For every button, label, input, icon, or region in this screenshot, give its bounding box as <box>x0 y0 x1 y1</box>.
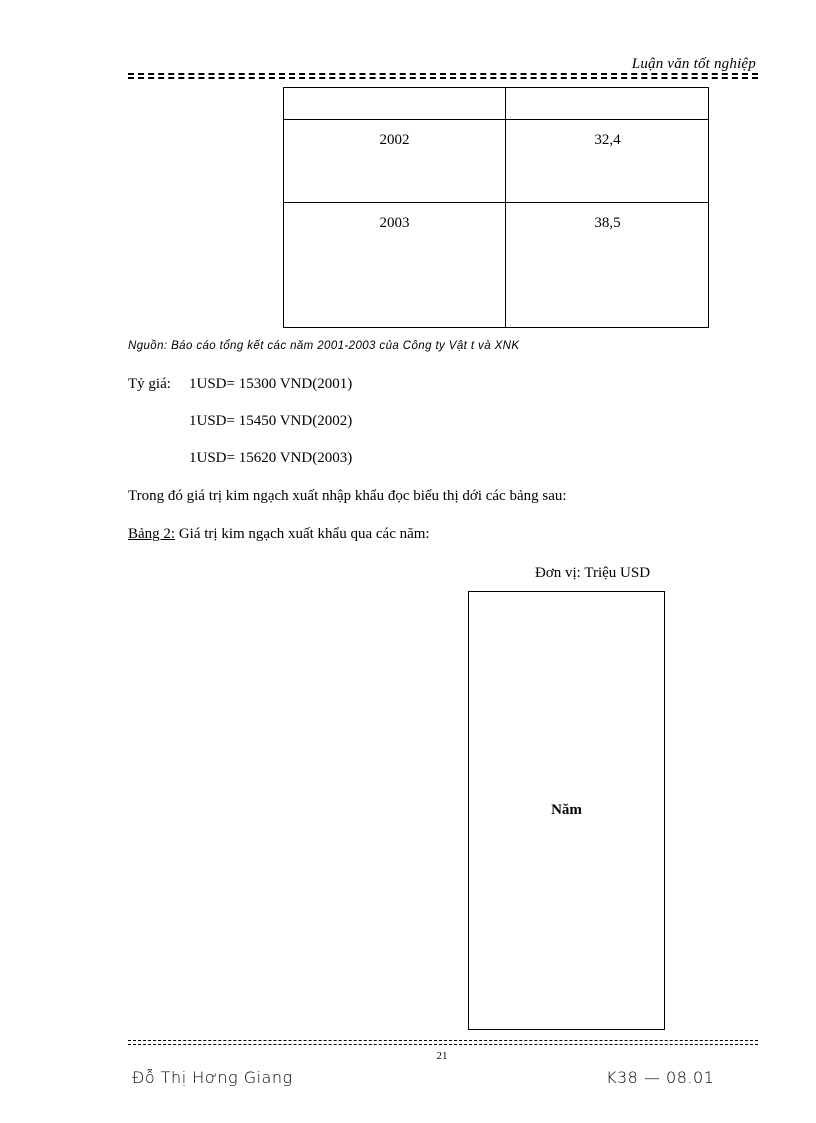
table-cell-value: 38,5 <box>594 215 621 231</box>
body-paragraph: Trong đó giá trị kim ngạch xuất nhập khẩu đọc biểu thị dới các bảng sau: <box>128 488 567 504</box>
footer-divider-second <box>128 1044 758 1045</box>
table-cell-value: 32,4 <box>594 132 621 148</box>
table-row-divider <box>284 119 708 120</box>
table-caption-text: Giá trị kim ngạch xuất khẩu qua các năm: <box>175 526 430 542</box>
source-note: Nguồn: Báo cáo tổng kết các năm 2001-2003 của Công ty Vật t và XNK <box>128 340 520 352</box>
exchange-rate-line: 1USD= 15300 VND(2001) <box>189 376 353 392</box>
footer-author: Đỗ Thị Hơng Giang <box>132 1068 293 1087</box>
exchange-rate-line: 1USD= 15620 VND(2003) <box>189 450 353 466</box>
table-cell-year: 2002 <box>379 132 410 148</box>
unit-label: Đơn vị: Triệu USD <box>535 565 651 581</box>
page-number: 21 <box>436 1050 448 1062</box>
table-header-year: Năm <box>551 802 582 818</box>
export-table <box>468 591 665 1030</box>
header-divider <box>128 73 758 75</box>
exchange-rate-line: 1USD= 15450 VND(2002) <box>189 413 353 429</box>
table-caption <box>128 526 430 543</box>
footer-class-code: K38 — 08.01 <box>606 1068 715 1087</box>
header-title: Luận văn tốt nghiệp <box>631 56 756 72</box>
table-column-divider <box>505 88 506 327</box>
footer-divider <box>128 1040 758 1041</box>
table-caption-label: Bảng 2: <box>128 526 176 542</box>
table-row-divider <box>284 202 708 203</box>
exchange-rate-label: Tỷ giá: <box>128 376 171 392</box>
header-divider-second <box>128 77 758 79</box>
exchange-table <box>283 87 709 328</box>
table-cell-year: 2003 <box>379 215 410 231</box>
